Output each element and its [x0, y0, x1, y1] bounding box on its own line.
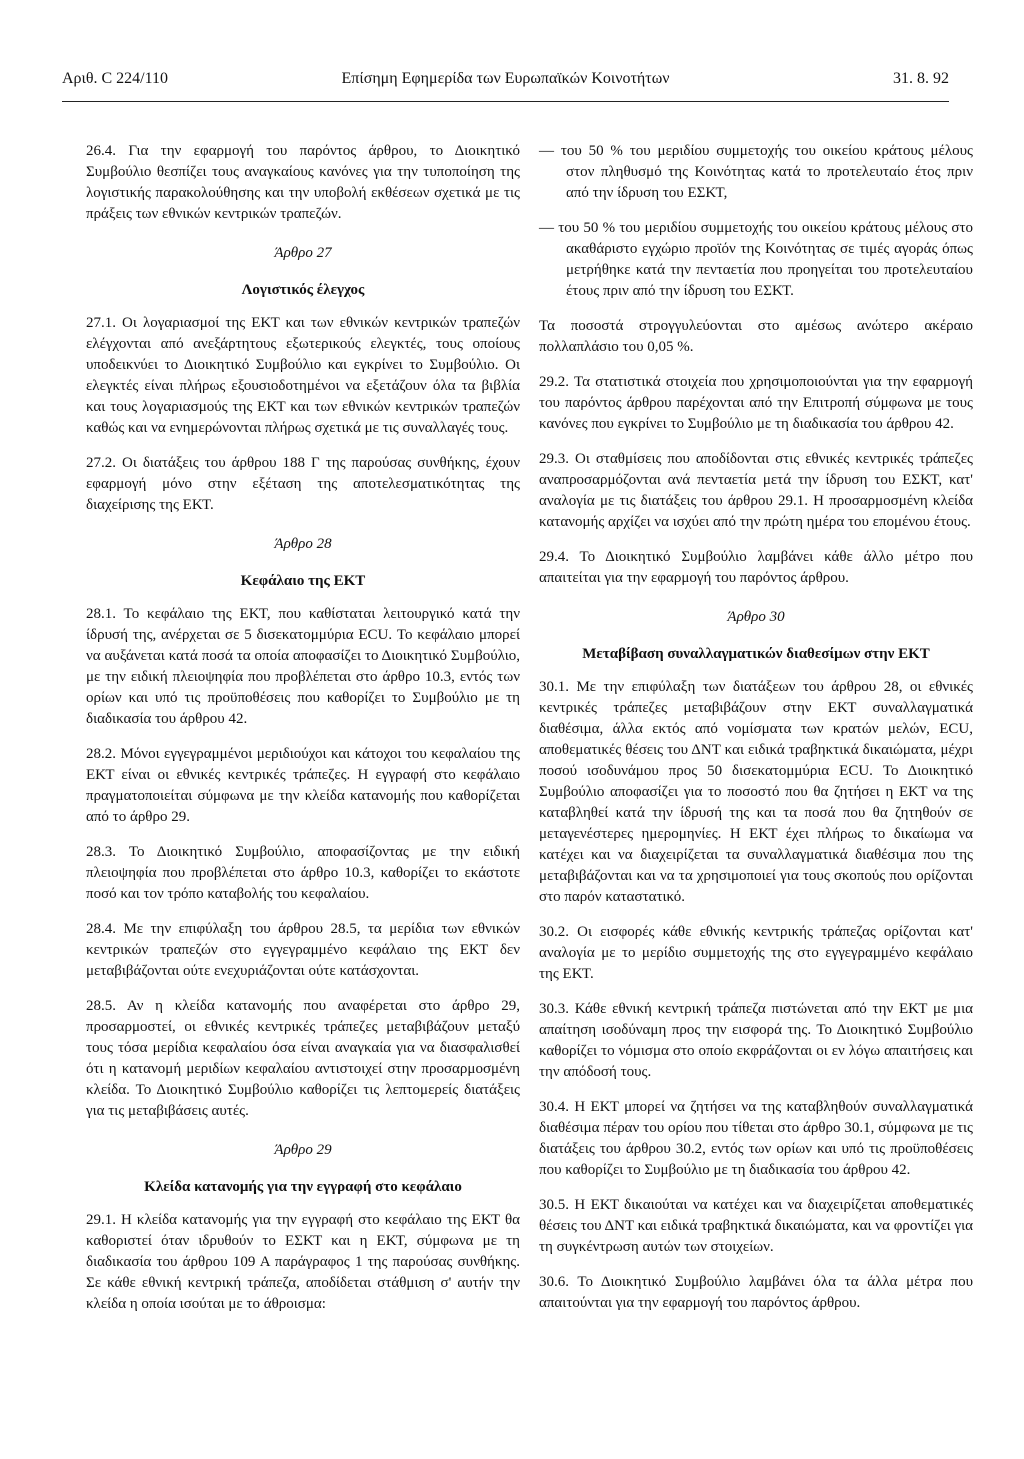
paragraph-30-5: 30.5. Η ΕΚΤ δικαιούται να κατέχει και να διαχειρίζεται αποθεματικές θέσεις του ΔΝΤ και ειδικά τραβηκτικά δικαιώματα, και να φροντίζει για τη συγκέντρωση αυτών των στοιχείων.: [539, 1197, 973, 1255]
paragraph-rounding: Τα ποσοστά στρογγυλεύονται στο αμέσως ανώτερο ακέραιο πολλαπλάσιο του 0,05 %.: [539, 318, 973, 355]
article-29-number: Άρθρο 29: [274, 1142, 332, 1158]
journal-title: Επίσημη Εφημερίδα των Ευρωπαϊκών Κοινοτήτων: [341, 70, 670, 87]
article-27-number: Άρθρο 27: [274, 245, 332, 261]
paragraph-27-2: 27.2. Οι διατάξεις του άρθρου 188 Γ της παρούσας συνθήκης, έχουν εφαρμογή μόνο στην εξέταση της αποτελεσματικότητας της διαχείρισης της ΕΚΤ.: [86, 455, 520, 513]
left-column: [86, 141, 520, 1329]
article-30-number: Άρθρο 30: [727, 609, 785, 625]
page-header: [62, 70, 949, 94]
article-30-title: Μεταβίβαση συναλλαγματικών διαθεσίμων στην ΕΚΤ: [582, 646, 930, 662]
paragraph-28-2: 28.2. Μόνοι εγγεγραμμένοι μεριδιούχοι και κάτοχοι του κεφαλαίου της ΕΚΤ είναι οι εθνικές κεντρικές τράπεζες. Η εγγραφή στο κεφάλαιο πραγματοποιείται σύμφωνα με την κλείδα κατανομής που καθορίζεται από το άρθρο 29.: [86, 746, 520, 825]
paragraph-28-1: 28.1. Το κεφάλαιο της ΕΚΤ, που καθίσταται λειτουργικό κατά την ίδρυσή της, ανέρχεται σε 5 δισεκατομμύρια ECU. Το κεφάλαιο μπορεί να αυξάνεται κατά ποσά τα οποία αποφασίζει το Διοικητικό Συμβούλιο, με την ειδική πλειοψηφία που προβλέπεται στο άρθρο 10.3, εντός των ορίων και υπό τις προϋποθέσεις που καθορίζει το Συμβούλιο με τη διαδικασία του άρθρου 42.: [86, 606, 520, 727]
paragraph-27-1: 27.1. Οι λογαριασμοί της ΕΚΤ και των εθνικών κεντρικών τραπεζών ελέγχονται από ανεξάρτητους εξωτερικούς ελεγκτές, τους οποίους υποδεικνύει το Διοικητικό Συμβούλιο και εγκρίνει το Συμβούλιο. Οι ελεγκτές είναι πλήρως εξουσιοδοτημένοι να εξετάζουν όλα τα βιβλία και τους λογαριασμούς της ΕΚΤ και των εθνικών κεντρικών τραπεζών καθώς και να ενημερώνονται πλήρως σχετικά με τις συναλλαγές τους.: [86, 315, 520, 436]
dash-item-gdp: — του 50 % του μεριδίου συμμετοχής του οικείου κράτους μέλους στο ακαθάριστο εγχώριο προϊόν της Κοινότητας σε τιμές αγοράς όπως μετρήθηκε κατά την πενταετία που προηγείται του προτελευταίου έτους πριν από την ίδρυση του ΕΣΚΤ.: [539, 220, 973, 299]
paragraph-30-4: 30.4. Η ΕΚΤ μπορεί να ζητήσει να της καταβληθούν συναλλαγματικά διαθέσιμα πέραν του ορίου που τίθεται στο άρθρο 30.1, σύμφωνα με τις διατάξεις του άρθρου 30.2, εντός των ορίων και υπό τις προϋποθέσεις που καθορίζει το Συμβούλιο με τη διαδικασία του άρθρου 42.: [539, 1099, 973, 1178]
header-rule: [62, 101, 949, 102]
paragraph-30-3: 30.3. Κάθε εθνική κεντρική τράπεζα πιστώνεται από την ΕΚΤ με μια απαίτηση ισοδύναμη προς την εισφορά της. Το Διοικητικό Συμβούλιο καθορίζει το νόμισμα στο οποίο εκφράζονται οι εν λόγω απαιτήσεις και την απόδοσή τους.: [539, 1001, 973, 1080]
journal-issue-ref: Αριθ. C 224/110: [62, 70, 169, 87]
paragraph-28-3: 28.3. Το Διοικητικό Συμβούλιο, αποφασίζοντας με την ειδική πλειοψηφία που προβλέπεται στο άρθρο 10.3, καθορίζει το εκάστοτε ποσό και τον τρόπο καταβολής του κεφαλαίου.: [86, 844, 520, 902]
paragraph-29-4: 29.4. Το Διοικητικό Συμβούλιο λαμβάνει κάθε άλλο μέτρο που απαιτείται για την εφαρμογή του παρόντος άρθρου.: [539, 549, 973, 586]
right-column: [539, 141, 973, 1328]
paragraph-29-2: 29.2. Τα στατιστικά στοιχεία που χρησιμοποιούνται για την εφαρμογή του παρόντος άρθρου παρέχονται από την Επιτροπή σύμφωνα με τους κανόνες που εγκρίνει το Συμβούλιο με τη διαδικασία του άρθρου 42.: [539, 374, 973, 432]
paragraph-29-3: 29.3. Οι σταθμίσεις που αποδίδονται στις εθνικές κεντρικές τράπεζες αναπροσαρμόζονται ανά πενταετία μετά την ίδρυση του ΕΣΚΤ, κατ' αναλογία με τις διατάξεις του άρθρου 29.1. Η προσαρμοσμένη κλείδα κατανομής αρχίζει να ισχύει από την πρώτη ημέρα του επομένου έτους.: [539, 451, 973, 530]
article-28-number: Άρθρο 28: [274, 536, 332, 552]
paragraph-30-2: 30.2. Οι εισφορές κάθε εθνικής κεντρικής τράπεζας ορίζονται κατ' αναλογία με το μερίδιο συμμετοχής της στο εγγεγραμμένο κεφάλαιο της ΕΚΤ.: [539, 924, 973, 982]
paragraph-30-6: 30.6. Το Διοικητικό Συμβούλιο λαμβάνει όλα τα άλλα μέτρα που απαιτούνται για την εφαρμογή του παρόντος άρθρου.: [539, 1274, 973, 1311]
article-28-title: Κεφάλαιο της ΕΚΤ: [240, 573, 366, 589]
paragraph-29-1: 29.1. Η κλείδα κατανομής για την εγγραφή στο κεφάλαιο της ΕΚΤ θα καθοριστεί όταν ιδρυθούν το ΕΣΚΤ και η ΕΚΤ, σύμφωνα με τη διαδικασία του άρθρου 109 Α παράγραφος 1 της παρούσας συνθήκης. Σε κάθε εθνική κεντρική τράπεζα, αποδίδεται στάθμιση σ' αυτήν την κλείδα η οποία ισούται με το άθροισμα:: [86, 1212, 520, 1312]
paragraph-28-5: 28.5. Αν η κλείδα κατανομής που αναφέρεται στο άρθρο 29, προσαρμοστεί, οι εθνικές κεντρικές τράπεζες μεταβιβάζουν μεταξύ τους τόσα μερίδια κεφαλαίου όσα είναι αναγκαία για να διασφαλισθεί ότι η κατανομή μεριδίων κεφαλαίου αντιστοιχεί στην προσαρμοσμένη κλείδα. Το Διοικητικό Συμβούλιο καθορίζει τις λεπτομερείς διατάξεις για τις μεταβιβάσεις αυτές.: [86, 998, 520, 1119]
dash-item-population: — του 50 % του μεριδίου συμμετοχής του οικείου κράτους μέλους στον πληθυσμό της Κοινότητας κατά το προτελευταίο έτος πριν από την ίδρυση του ΕΣΚΤ,: [539, 143, 973, 201]
article-29-title: Κλείδα κατανομής για την εγγραφή στο κεφάλαιο: [144, 1179, 462, 1195]
issue-date: 31. 8. 92: [893, 70, 949, 87]
paragraph-26-4: 26.4. Για την εφαρμογή του παρόντος άρθρου, το Διοικητικό Συμβούλιο θεσπίζει τους αναγκαίους κανόνες για την τυποποίηση της λογιστικής παρακολούθησης και την υποβολή εκθέσεων σχετικά με τις πράξεις των εθνικών κεντρικών τραπεζών.: [86, 143, 520, 222]
paragraph-28-4: 28.4. Με την επιφύλαξη του άρθρου 28.5, τα μερίδια των εθνικών κεντρικών τραπεζών στο εγγεγραμμένο κεφάλαιο της ΕΚΤ δεν μεταβιβάζονται ούτε ενεχυριάζονται ούτε κατάσχονται.: [86, 921, 520, 979]
article-27-title: Λογιστικός έλεγχος: [241, 282, 365, 298]
paragraph-30-1: 30.1. Με την επιφύλαξη των διατάξεων του άρθρου 28, οι εθνικές κεντρικές τράπεζες μεταβιβάζουν στην ΕΚΤ συναλλαγματικά διαθέσιμα, άλλα εκτός από νομίσματα των κρατών μελών, ECU, αποθεματικές θέσεις του ΔΝΤ και ειδικά τραβηκτικά δικαιώματα, μέχρι ποσού ισοδυνάμου προς 50 δισεκατομμύρια ECU. Το Διοικητικό Συμβούλιο αποφασίζει για το ποσοστό που θα ζητήσει η ΕΚΤ να της καταβληθεί κατά την ίδρυσή της και τα ποσά που θα ζητηθούν σε μεταγενέστερες ημερομηνίες. Η ΕΚΤ έχει πλήρως το δικαίωμα να κατέχει και να διαχειρίζεται τα συναλλαγματικά διαθέσιμα που της μεταβιβάζονται και να τα χρησιμοποιεί για τους σκοπούς που ορίζονται στο παρόν καταστατικό.: [539, 679, 973, 905]
